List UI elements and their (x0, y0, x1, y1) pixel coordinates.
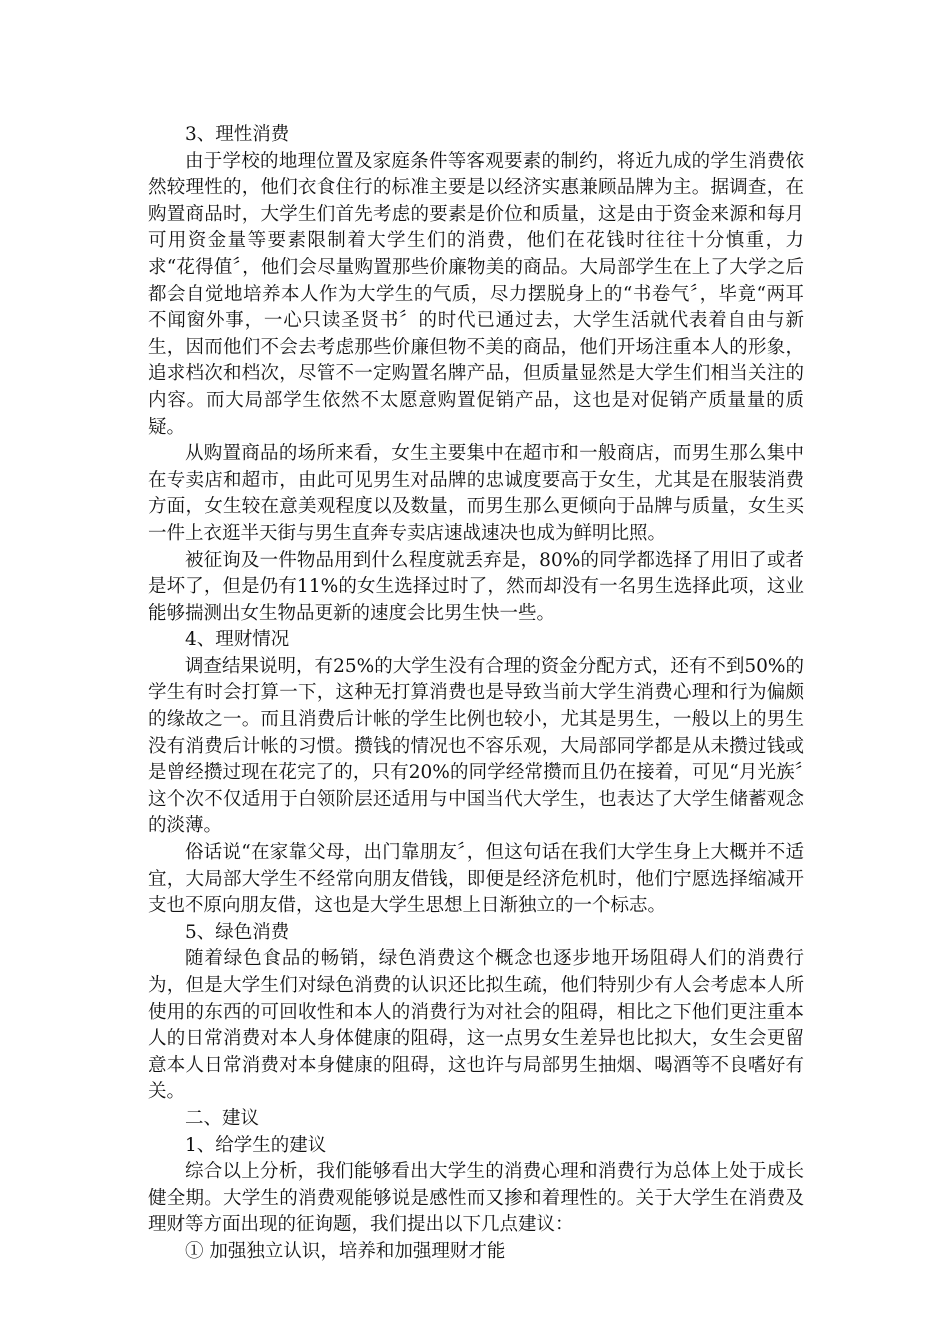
paragraph-borrowing-habits: 俗话说“在家靠父母，出门靠朋友〞，但这句话在我们大学生身上大概并不适宜，大局部大学生不经常向朋友借钱，即便是经济危机时，他们宁愿选择缩减开支也不原向朋友借，这也是大学生思想上日渐独立的一个标志。 (148, 842, 804, 917)
paragraph-rational-consumption: 由于学校的地理位置及家庭条件等客观要素的制约，将近九成的学生消费依然较理性的，他们衣食住行的标准主要是以经济实惠兼顾品牌为主。据调查，在购置商品时，大学生们首先考虑的要素是价位和质量，这是由于资金来源和每月可用资金量等要素限制着大学生们的消费，他们在花钱时往往十分慎重，力求“花得值〞，他们会尽量购置那些价廉物美的商品。大局部学生在上了大学之后都会自觉地培养本人作为大学生的气质，尽力摆脱身上的“书卷气〞，毕竟“两耳不闻窗外事，一心只读圣贤书〞的时代已通过去，大学生活就代表着自由与新生，因而他们不会去考虑那些价廉但物不美的商品，他们开场注重本人的形象，追求档次和档次，尽管不一定购置名牌产品，但质量显然是大学生们相当关注的内容。而大局部学生依然不太愿意购置促销产品，这也是对促销产质量量的质疑。 (148, 150, 804, 438)
section-heading-financial-management: 4、理财情况 (185, 629, 290, 651)
suggestion-item-1: ① 加强独立认识，培养和加强理财才能 (185, 1240, 506, 1262)
paragraph-item-replacement: 被征询及一件物品用到什么程度就丢弃是，80%的同学都选择了用旧了或者是坏了，但是仍有11%的女生选择过时了，然而却没有一名男生选择此项，这业能够揣测出女生物品更新的速度会比男生快一些。 (148, 549, 804, 624)
section-heading-green-consumption: 5、绿色消费 (185, 921, 290, 943)
paragraph-suggestion-summary: 综合以上分析，我们能够看出大学生的消费心理和消费行为总体上处于成长健全期。大学生的消费观能够说是感性而又掺和着理性的。关于大学生在消费及理财等方面出现的征询题，我们提出以下几点建议： (148, 1161, 804, 1236)
paragraph-purchase-venues: 从购置商品的场所来看，女生主要集中在超市和一般商店，而男生那么集中在专卖店和超市，由此可见男生对品牌的忠诚度要高于女生，尤其是在服装消费方面，女生较在意美观程度以及数量，而男生那么更倾向于品牌与质量，女生买一件上衣逛半天街与男生直奔专卖店速战速决也成为鲜明比照。 (148, 443, 804, 544)
document-page (148, 122, 804, 1266)
paragraph-budgeting-survey: 调查结果说明，有25%的大学生没有合理的资金分配方式，还有不到50%的学生有时会打算一下，这种无打算消费也是导致当前大学生消费心理和行为偏颇的缘故之一。而且消费后计帐的学生比例也较小，尤其是男生，一般以上的男生没有消费后计帐的习惯。攒钱的情况也不容乐观，大局部同学都是从未攒过钱或是曾经攒过现在花完了的，只有20%的同学经常攒而且仍在接着，可见“月光族〞这个次不仅适用于白领阶层还适用与中国当代大学生，也表达了大学生储蓄观念的淡薄。 (148, 655, 804, 837)
section-heading-rational-consumption: 3、理性消费 (185, 124, 290, 145)
paragraph-green-consumption: 随着绿色食品的畅销，绿色消费这个概念也逐步地开场阻碍人们的消费行为，但是大学生们对绿色消费的认识还比拟生疏，他们特别少有人会考虑本人所使用的东西的可回收性和本人的消费行为对社会的阻碍，相比之下他们更注重本人的日常消费对本人身体健康的阻碍，这一点男女生差异也比拟大，女生会更留意本人日常消费对本身健康的阻碍，这也许与局部男生抽烟、喝酒等不良嗜好有关。 (148, 948, 804, 1103)
subsection-heading-student-suggestions: 1、给学生的建议 (185, 1134, 327, 1156)
section-heading-suggestions: 二、建议 (185, 1107, 260, 1129)
